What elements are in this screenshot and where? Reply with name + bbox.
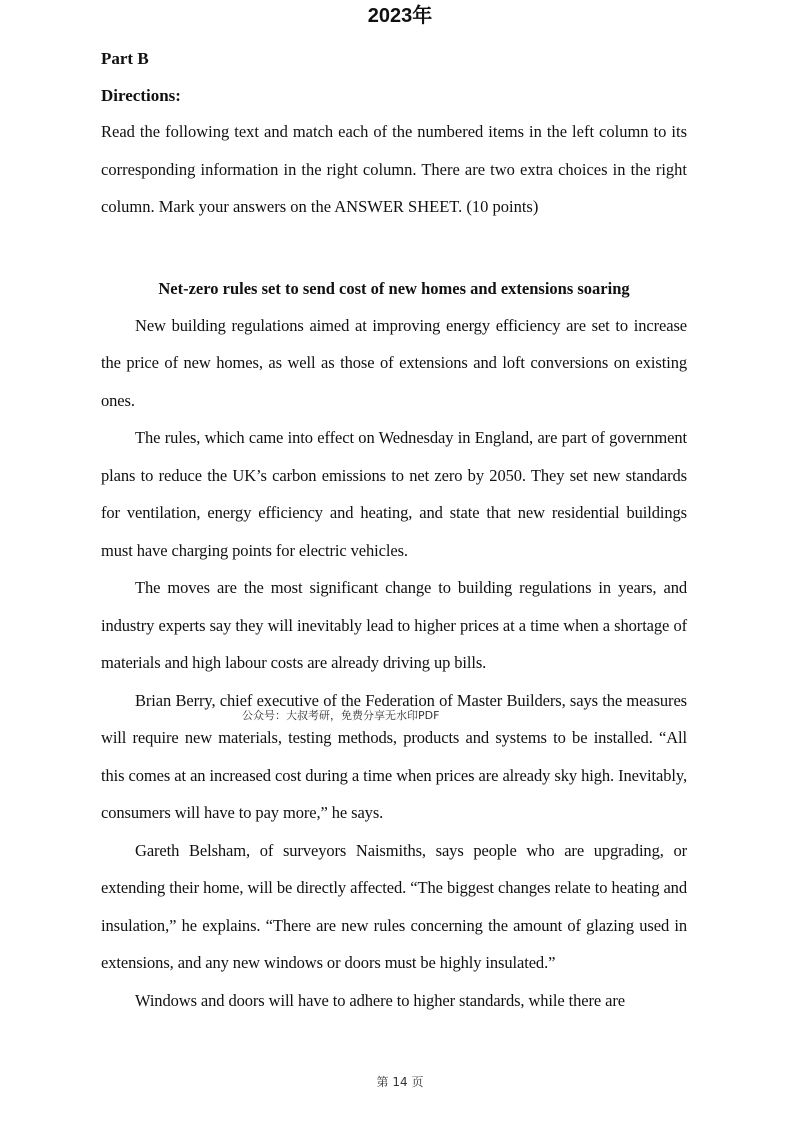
directions-text: Read the following text and match each of the numbered items in the left column to its corresponding information in the right column. There are two extra choices in the right column. Mark your answers on the ANSWER SHEET. (10 points): [101, 122, 687, 216]
article-paragraph: Windows and doors will have to adhere to higher standards, while there are: [135, 990, 625, 1010]
page-content: [101, 46, 687, 1019]
article-paragraph: The moves are the most significant change to building regulations in years, and industry experts say they will inevitably lead to higher prices at a time when a shortage of materials and high labour costs are already driving up bills.: [101, 578, 687, 672]
page-number: 第 14 页: [376, 1075, 424, 1089]
article-paragraph: Brian Berry, chief executive of the Federation of Master Builders, says the measures will require new materials, testing methods, products and systems to be installed. “All this comes at an increased cost during a time when prices are already sky high. Inevitably, consumers will have to pay more,” he says.: [101, 690, 687, 822]
directions-title: Directions:: [101, 86, 181, 105]
page-header-year: 2023年: [367, 5, 433, 27]
article-paragraph: Gareth Belsham, of surveyors Naismiths, says people who are upgrading, or extending their home, will be directly affected. “The biggest changes relate to heating and insulation,” he explains. “There are new rules concerning the amount of glazing used in extensions, and any new windows or doors must be highly insulated.”: [101, 840, 687, 972]
article-title: Net-zero rules set to send cost of new homes and extensions soaring: [158, 278, 630, 298]
article-paragraph: New building regulations aimed at improving energy efficiency are set to increase the price of new homes, as well as those of extensions and loft conversions on existing ones.: [101, 315, 687, 410]
part-title: Part B: [101, 49, 149, 68]
watermark-text: 公众号：大叔考研，免费分享无水印PDF: [242, 709, 440, 722]
article-paragraph: The rules, which came into effect on Wednesday in England, are part of government plans to reduce the UK’s carbon emissions to net zero by 2050. They set new standards for ventilation, energy efficiency and heating, and state that new residential buildings must have charging points for electric vehicles.: [101, 428, 687, 560]
